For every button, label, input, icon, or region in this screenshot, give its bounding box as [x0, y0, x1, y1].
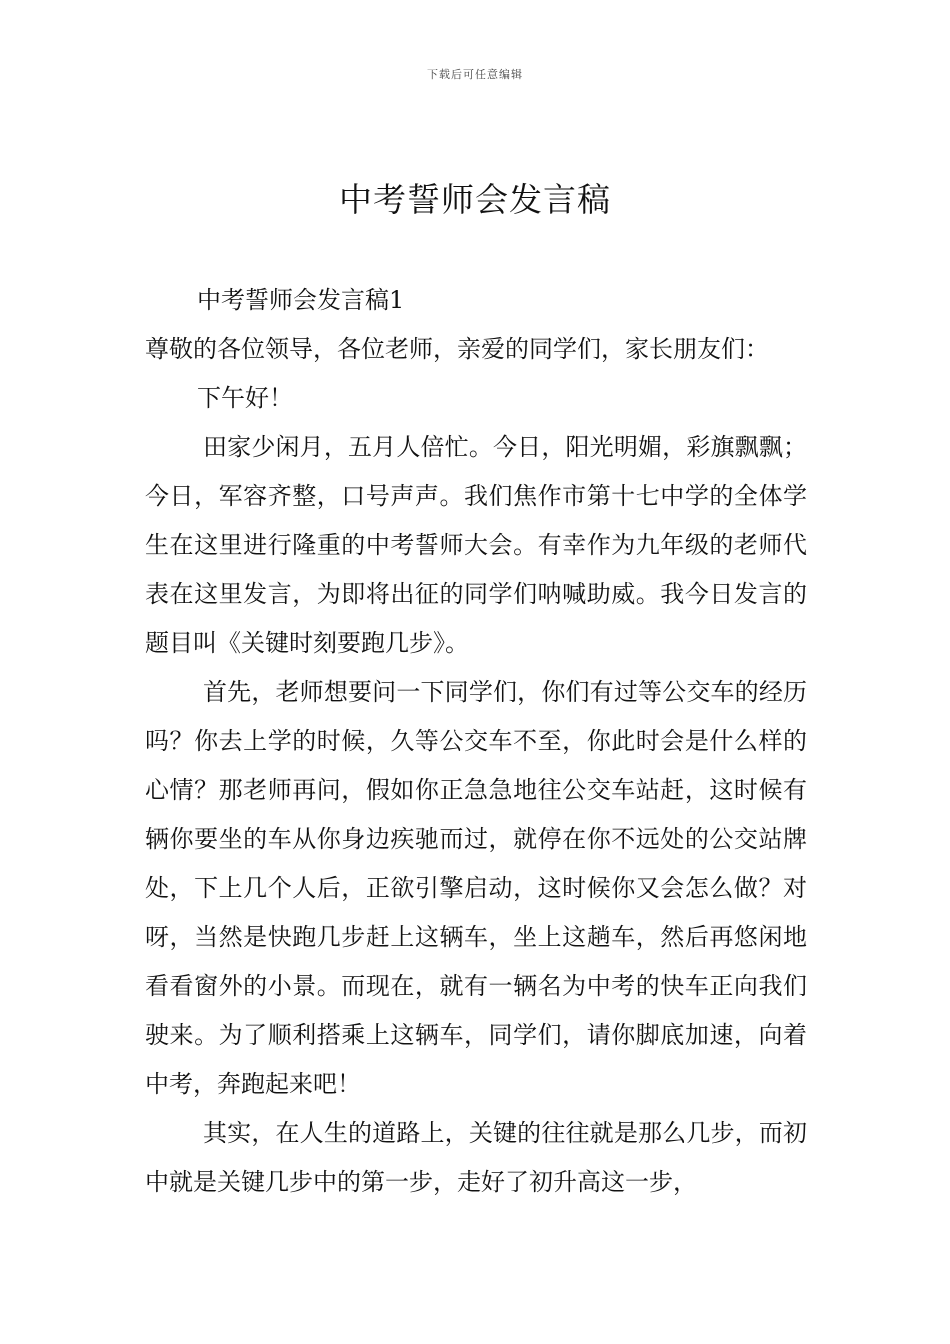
document-title: 中考誓师会发言稿: [339, 180, 611, 219]
paragraph-intro: 田家少闲月，五月人倍忙。今日，阳光明媚，彩旗飘飘；今日，军容齐整，口号声声。我们焦作市第十七中学的全体学生在这里进行隆重的中考誓师大会。有幸作为九年级的老师代表在这里发言，为即将出征的同学们呐喊助威。我今日发言的题目叫《关键时刻要跑几步》。: [145, 433, 807, 657]
paragraph-key-steps: 其实，在人生的道路上，关键的往往就是那么几步，而初中就是关键几步中的第一步，走好了初升高这一步，: [145, 1119, 807, 1196]
salutation: 尊敬的各位领导，各位老师，亲爱的同学们，家长朋友们：: [145, 335, 769, 363]
greeting: 下午好！: [197, 384, 293, 412]
paragraph-bus-story: 首先，老师想要问一下同学们，你们有过等公交车的经历吗？你去上学的时候，久等公交车不至，你此时会是什么样的心情？那老师再问，假如你正急急地往公交车站赶，这时候有辆你要坐的车从你身边疾驰而过，就停在你不远处的公交站牌处，下上几个人后，正欲引擎启动，这时候你又会怎么做？对呀，当然是快跑几步赶上这辆车，坐上这趟车，然后再悠闲地看看窗外的小景。而现在，就有一辆名为中考的快车正向我们驶来。为了顺利搭乘上这辆车，同学们，请你脚底加速，向着中考，奔跑起来吧！: [145, 678, 807, 1098]
section-heading: 中考誓师会发言稿1: [197, 286, 405, 314]
header-note: 下载后可任意编辑: [427, 68, 523, 81]
document-body: [145, 276, 807, 1207]
